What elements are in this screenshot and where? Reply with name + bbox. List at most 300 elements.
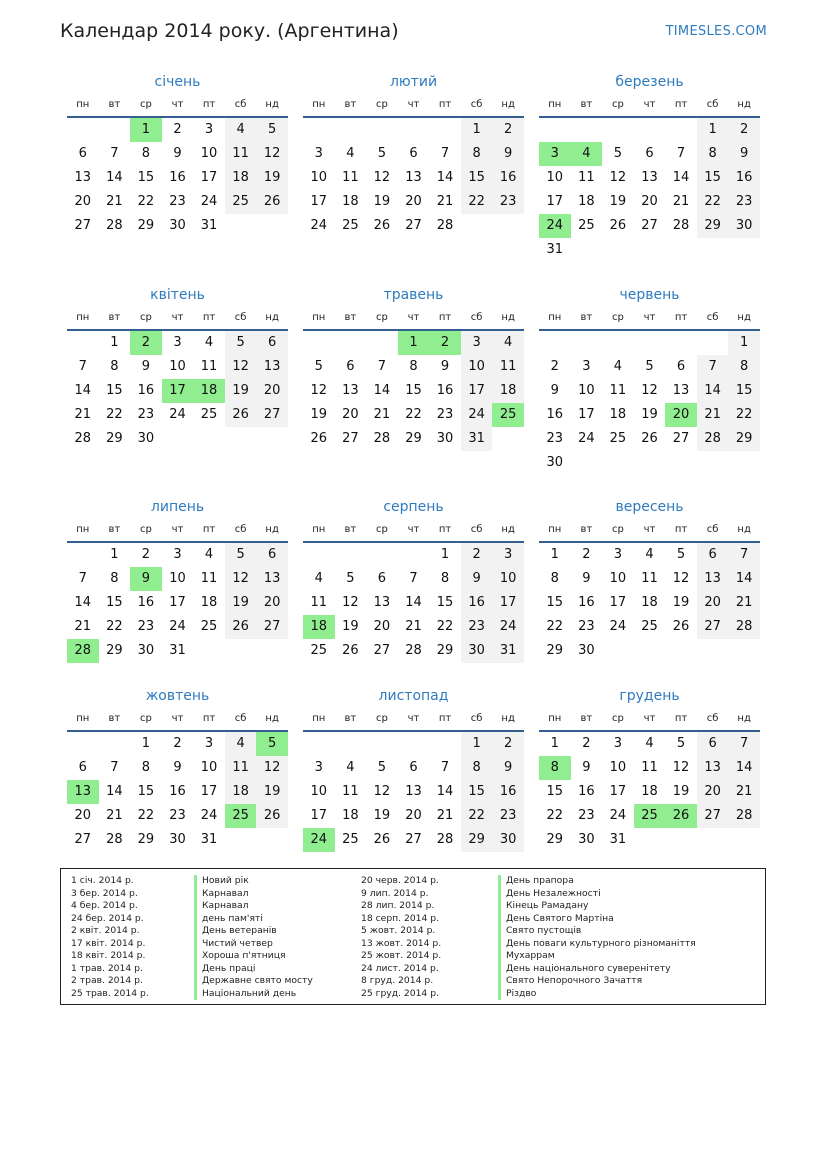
weekday-label: сб <box>470 311 483 323</box>
empty-day <box>602 451 634 475</box>
empty-day <box>634 451 666 475</box>
empty-day <box>665 238 697 262</box>
week-row <box>539 118 760 142</box>
day-cell: 9 <box>173 146 182 161</box>
weekday-label: пт <box>438 712 452 724</box>
weekday-header <box>539 706 760 732</box>
day-cell: 11 <box>492 355 524 379</box>
weekday-label: сб <box>470 523 483 535</box>
empty-day <box>256 427 288 451</box>
day-cell: 18 <box>200 595 218 610</box>
empty-day <box>634 118 666 142</box>
weekday-label: ср <box>139 523 152 535</box>
day-cell: 21 <box>436 194 454 209</box>
day-cell: 30 <box>492 828 524 852</box>
holiday-day: 8 <box>539 756 571 780</box>
day-cell: 27 <box>405 218 422 233</box>
week-row <box>303 142 524 166</box>
day-cell: 11 <box>310 595 328 610</box>
empty-day <box>225 828 257 852</box>
day-cell: 6 <box>645 146 654 161</box>
empty-day <box>366 331 398 355</box>
day-cell: 20 <box>697 780 729 804</box>
day-cell: 8 <box>461 142 493 166</box>
day-cell: 14 <box>106 170 123 185</box>
day-cell: 7 <box>110 760 119 775</box>
day-cell: 28 <box>74 431 92 446</box>
day-cell: 11 <box>641 571 658 586</box>
day-cell: 24 <box>310 218 328 233</box>
day-cell: 21 <box>672 194 690 209</box>
empty-day <box>335 331 367 355</box>
empty-day <box>492 214 524 238</box>
day-cell: 27 <box>74 218 92 233</box>
holiday-name: Свято пустощів <box>498 925 696 938</box>
day-cell: 11 <box>578 170 595 185</box>
empty-day <box>539 118 571 142</box>
weekday-label: вт <box>580 98 593 110</box>
weekday-label: нд <box>501 98 515 110</box>
month-name: квітень <box>150 287 205 303</box>
week-row <box>539 780 760 804</box>
weekday-label: сб <box>706 523 719 535</box>
week-row <box>539 403 760 427</box>
week-row <box>303 190 524 214</box>
day-cell: 23 <box>578 808 595 823</box>
day-cell: 2 <box>461 543 493 567</box>
empty-day <box>634 828 666 852</box>
day-cell: 21 <box>74 407 92 422</box>
day-cell: 10 <box>169 571 186 586</box>
day-cell: 27 <box>697 804 729 828</box>
month-name: жовтень <box>145 688 210 704</box>
empty-day <box>99 732 131 756</box>
day-cell: 2 <box>492 732 524 756</box>
day-cell: 14 <box>436 170 454 185</box>
holiday-date: 4 бер. 2014 р. <box>71 900 138 911</box>
empty-day <box>162 427 194 451</box>
day-cell: 7 <box>697 355 729 379</box>
day-cell: 20 <box>373 619 391 634</box>
empty-day <box>366 543 398 567</box>
day-cell: 1 <box>697 118 729 142</box>
empty-day <box>665 331 697 355</box>
holiday-date: 2 квіт. 2014 р. <box>71 925 140 936</box>
empty-day <box>303 732 335 756</box>
weekday-label: пн <box>312 712 326 724</box>
holiday-name: День поваги культурного різноманіття <box>498 938 696 951</box>
day-cell: 19 <box>225 591 257 615</box>
day-cell: 30 <box>137 431 155 446</box>
day-cell: 24 <box>169 407 186 422</box>
weekday-label: вт <box>580 712 593 724</box>
weekday-header <box>67 517 288 543</box>
empty-day <box>697 451 729 475</box>
holiday-date: 25 жовт. 2014 р. <box>361 950 442 961</box>
day-cell: 7 <box>78 359 87 374</box>
day-cell: 19 <box>609 194 627 209</box>
day-cell: 17 <box>310 808 328 823</box>
weekday-label: пт <box>438 523 452 535</box>
holiday-name: Карнавал <box>194 900 313 913</box>
holiday-day: 18 <box>303 615 335 639</box>
empty-day <box>461 214 493 238</box>
day-cell: 8 <box>550 571 559 586</box>
day-cell: 13 <box>697 756 729 780</box>
day-cell: 6 <box>346 359 355 374</box>
weekday-label: чт <box>407 98 420 110</box>
holiday-day: 3 <box>539 142 571 166</box>
holiday-day: 25 <box>634 804 666 828</box>
holiday-name: Свято Непорочного Зачаття <box>498 975 696 988</box>
week-row <box>539 331 760 355</box>
weekday-label: нд <box>501 311 515 323</box>
day-cell: 28 <box>106 218 123 233</box>
holiday-day: 2 <box>130 331 162 355</box>
week-row <box>67 567 288 591</box>
weekday-label: вт <box>344 523 357 535</box>
day-cell: 17 <box>169 595 186 610</box>
day-cell: 10 <box>169 359 186 374</box>
empty-day <box>256 214 288 238</box>
day-cell: 14 <box>728 756 760 780</box>
weekday-label: ср <box>611 98 624 110</box>
holiday-day: 24 <box>539 214 571 238</box>
day-cell: 20 <box>405 194 422 209</box>
day-cell: 15 <box>461 166 493 190</box>
day-cell: 23 <box>436 407 454 422</box>
weekday-label: сб <box>234 311 247 323</box>
holiday-date: 1 трав. 2014 р. <box>71 962 143 974</box>
day-cell: 3 <box>204 122 214 137</box>
day-cell: 25 <box>342 218 359 233</box>
site-link[interactable]: TIMESLES.COM <box>665 24 767 39</box>
day-cell: 9 <box>492 756 524 780</box>
day-cell: 26 <box>672 619 690 634</box>
day-cell: 24 <box>609 808 627 823</box>
weekday-label: вт <box>108 311 121 323</box>
day-cell: 20 <box>256 591 288 615</box>
day-cell: 16 <box>461 591 493 615</box>
day-cell: 21 <box>436 808 454 823</box>
day-cell: 30 <box>546 455 564 470</box>
day-cell: 25 <box>310 643 328 658</box>
day-cell: 24 <box>461 403 493 427</box>
day-cell: 16 <box>169 784 186 799</box>
week-row <box>303 355 524 379</box>
week-row <box>67 639 288 663</box>
day-cell: 25 <box>609 431 627 446</box>
day-cell: 19 <box>256 780 288 804</box>
day-cell: 29 <box>137 832 155 847</box>
day-cell: 31 <box>200 218 218 233</box>
weekday-label: пн <box>548 523 562 535</box>
day-cell: 22 <box>697 190 729 214</box>
week-row <box>303 118 524 142</box>
day-cell: 7 <box>409 571 418 586</box>
day-cell: 29 <box>461 828 493 852</box>
holiday-date: 18 серп. 2014 р. <box>361 912 440 924</box>
day-cell: 30 <box>578 643 595 658</box>
holiday-name: День національного суверенітету <box>498 963 696 976</box>
day-cell: 22 <box>728 403 760 427</box>
weekday-label: ср <box>375 712 388 724</box>
day-cell: 4 <box>645 736 654 751</box>
weekday-label: чт <box>407 311 420 323</box>
day-cell: 13 <box>405 170 422 185</box>
month-name: липень <box>150 499 205 515</box>
day-cell: 13 <box>405 784 422 799</box>
day-cell: 25 <box>200 407 218 422</box>
empty-day <box>665 118 697 142</box>
month-name: січень <box>154 74 201 90</box>
weekday-label: ср <box>375 523 388 535</box>
day-cell: 20 <box>256 379 288 403</box>
day-cell: 26 <box>641 431 658 446</box>
day-cell: 10 <box>578 383 595 398</box>
day-cell: 21 <box>106 808 123 823</box>
day-cell: 26 <box>225 403 257 427</box>
holiday-name: день пам'яті <box>194 913 313 926</box>
day-cell: 4 <box>314 571 323 586</box>
weekday-label: чт <box>171 311 184 323</box>
day-cell: 5 <box>225 331 257 355</box>
empty-day <box>665 828 697 852</box>
day-cell: 14 <box>436 784 454 799</box>
day-cell: 18 <box>342 194 359 209</box>
day-cell: 29 <box>697 214 729 238</box>
holiday-names-col-2 <box>498 875 696 1000</box>
empty-day <box>67 732 99 756</box>
day-cell: 14 <box>106 784 123 799</box>
week-row <box>539 756 760 780</box>
page-title: Календар 2014 року. (Аргентина) <box>60 20 399 42</box>
day-cell: 5 <box>676 736 686 751</box>
day-cell: 28 <box>436 218 454 233</box>
day-cell: 22 <box>106 407 123 422</box>
day-cell: 8 <box>141 760 151 775</box>
empty-day <box>256 828 288 852</box>
day-cell: 23 <box>492 804 524 828</box>
day-cell: 25 <box>578 218 595 233</box>
empty-day <box>602 331 634 355</box>
holiday-day: 17 <box>162 379 194 403</box>
day-cell: 21 <box>728 780 760 804</box>
day-cell: 15 <box>405 383 422 398</box>
weekday-label: нд <box>737 523 751 535</box>
day-cell: 2 <box>173 736 182 751</box>
month-6 <box>539 285 760 475</box>
weekday-label: ср <box>139 712 152 724</box>
holiday-date: 13 жовт. 2014 р. <box>361 937 442 949</box>
day-cell: 19 <box>342 619 359 634</box>
weekday-label: ср <box>139 98 152 110</box>
day-cell: 3 <box>314 760 323 775</box>
day-cell: 16 <box>492 780 524 804</box>
day-cell: 14 <box>697 379 729 403</box>
day-cell: 26 <box>256 190 288 214</box>
week-row <box>67 118 288 142</box>
weekday-header <box>303 92 524 118</box>
month-name: вересень <box>615 499 684 515</box>
day-cell: 2 <box>582 736 591 751</box>
day-cell: 24 <box>492 615 524 639</box>
day-cell: 12 <box>256 756 288 780</box>
day-cell: 2 <box>141 547 151 562</box>
day-cell: 1 <box>440 547 450 562</box>
day-cell: 3 <box>582 359 591 374</box>
day-cell: 10 <box>546 170 564 185</box>
weekday-label: пн <box>76 98 90 110</box>
holiday-day: 25 <box>492 403 524 427</box>
day-cell: 8 <box>461 756 493 780</box>
day-cell: 23 <box>137 619 155 634</box>
day-cell: 6 <box>78 760 87 775</box>
empty-day <box>335 732 367 756</box>
empty-day <box>571 238 603 262</box>
day-cell: 25 <box>200 619 218 634</box>
day-cell: 16 <box>578 784 595 799</box>
week-row <box>67 427 288 451</box>
weekday-label: чт <box>643 98 656 110</box>
holiday-name: Карнавал <box>194 888 313 901</box>
day-cell: 30 <box>728 214 760 238</box>
day-cell: 15 <box>728 379 760 403</box>
day-cell: 24 <box>200 194 218 209</box>
day-cell: 19 <box>373 194 391 209</box>
day-cell: 3 <box>173 335 182 350</box>
empty-day <box>225 427 257 451</box>
day-cell: 31 <box>492 639 524 663</box>
empty-day <box>728 828 760 852</box>
holiday-date: 1 січ. 2014 р. <box>71 875 134 886</box>
empty-day <box>225 214 257 238</box>
day-cell: 12 <box>672 571 690 586</box>
week-row <box>539 214 760 238</box>
holiday-dates-col-2 <box>361 875 441 1000</box>
holiday-day: 4 <box>571 142 603 166</box>
week-row <box>67 828 288 852</box>
weekday-label: сб <box>234 712 247 724</box>
day-cell: 24 <box>578 431 595 446</box>
day-cell: 12 <box>373 170 391 185</box>
day-cell: 17 <box>200 784 218 799</box>
weekday-label: чт <box>171 712 184 724</box>
holiday-date: 24 бер. 2014 р. <box>71 912 144 924</box>
day-cell: 17 <box>609 784 627 799</box>
holiday-name: День Незалежності <box>498 888 696 901</box>
weekday-label: вт <box>344 98 357 110</box>
day-cell: 6 <box>697 543 729 567</box>
day-cell: 23 <box>169 808 186 823</box>
day-cell: 9 <box>550 383 559 398</box>
day-cell: 23 <box>546 431 564 446</box>
day-cell: 3 <box>173 547 182 562</box>
day-cell: 3 <box>461 331 493 355</box>
weekday-label: пн <box>312 523 326 535</box>
day-cell: 26 <box>373 218 391 233</box>
day-cell: 14 <box>728 567 760 591</box>
holiday-name: Кінець Рамадану <box>498 900 696 913</box>
weekday-header <box>67 92 288 118</box>
holiday-name: День Святого Мартіна <box>498 913 696 926</box>
empty-day <box>571 451 603 475</box>
week-row <box>303 543 524 567</box>
day-cell: 9 <box>141 359 151 374</box>
empty-day <box>366 118 398 142</box>
day-cell: 13 <box>697 567 729 591</box>
day-cell: 9 <box>440 359 450 374</box>
day-cell: 31 <box>546 242 564 257</box>
day-cell: 9 <box>492 142 524 166</box>
day-cell: 12 <box>373 784 391 799</box>
day-cell: 4 <box>204 335 214 350</box>
holiday-list <box>60 868 766 1005</box>
weekday-label: пт <box>202 98 216 110</box>
holiday-date: 17 квіт. 2014 р. <box>71 937 146 949</box>
day-cell: 23 <box>169 194 186 209</box>
weekday-label: ср <box>375 98 388 110</box>
day-cell: 12 <box>225 355 257 379</box>
day-cell: 17 <box>546 194 564 209</box>
empty-day <box>697 238 729 262</box>
empty-day <box>665 639 697 663</box>
weekday-label: нд <box>501 712 515 724</box>
day-cell: 12 <box>672 760 690 775</box>
holiday-name: Новий рік <box>194 875 313 888</box>
weekday-label: ср <box>611 712 624 724</box>
week-row <box>539 166 760 190</box>
day-cell: 4 <box>346 146 355 161</box>
day-cell: 30 <box>137 643 155 658</box>
day-cell: 5 <box>314 359 323 374</box>
holiday-name: Державне свято мосту <box>194 975 313 988</box>
day-cell: 27 <box>641 218 658 233</box>
empty-day <box>571 331 603 355</box>
day-cell: 30 <box>169 832 186 847</box>
day-cell: 27 <box>256 615 288 639</box>
weekday-header <box>303 517 524 543</box>
holiday-name: День ветеранів <box>194 925 313 938</box>
week-row <box>67 379 288 403</box>
empty-day <box>193 639 225 663</box>
day-cell: 5 <box>256 118 288 142</box>
weekday-label: ср <box>139 311 152 323</box>
week-row <box>539 591 760 615</box>
day-cell: 21 <box>106 194 123 209</box>
empty-day <box>602 639 634 663</box>
day-cell: 28 <box>436 832 454 847</box>
day-cell: 10 <box>310 170 328 185</box>
day-cell: 3 <box>314 146 323 161</box>
month-10 <box>67 686 288 852</box>
empty-day <box>697 331 729 355</box>
weekday-label: сб <box>470 98 483 110</box>
day-cell: 11 <box>200 359 218 374</box>
day-cell: 22 <box>436 619 454 634</box>
empty-day <box>492 427 524 451</box>
day-cell: 1 <box>461 732 493 756</box>
month-name: лютий <box>389 74 438 90</box>
day-cell: 22 <box>137 808 155 823</box>
weekday-label: пт <box>438 311 452 323</box>
week-row <box>539 639 760 663</box>
day-cell: 20 <box>405 808 422 823</box>
day-cell: 3 <box>613 736 623 751</box>
day-cell: 6 <box>676 359 686 374</box>
weekday-label: пн <box>312 311 326 323</box>
week-row <box>539 615 760 639</box>
